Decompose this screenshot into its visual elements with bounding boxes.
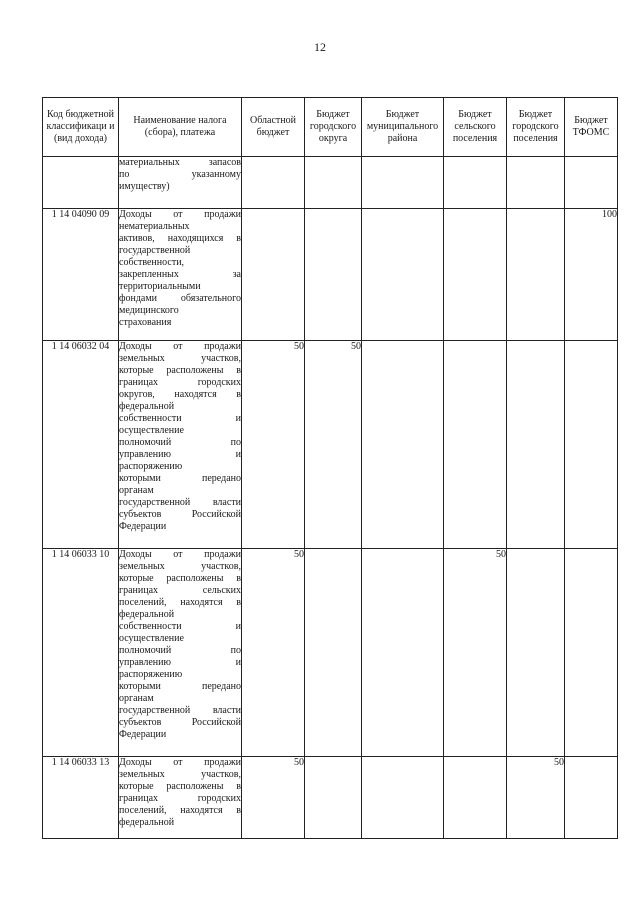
cell-urban-settlement-budget [507,157,565,209]
header-municipal-district-budget: Бюджет муниципального района [362,98,444,157]
row-name-line: полномочий по [119,437,241,448]
row-code: 1 14 06032 04 [43,341,119,549]
row-name [119,341,242,549]
row-name-line: поселений, находятся в [119,597,241,608]
table-row [43,549,618,757]
cell-tfoms-budget [565,157,618,209]
row-name-line: Доходы от продажи [119,209,241,220]
row-name-line: государственной [119,245,191,256]
row-name-line: закрепленных за [119,269,241,280]
row-name-line: государственной власти [119,705,241,716]
cell-municipal-district-budget [362,157,444,209]
row-name-line: Федерации [119,521,167,532]
row-name-line: Доходы от продажи [119,549,241,560]
row-name-line: страхования [119,317,172,328]
row-name-line: управлению и [119,657,241,668]
table-row [43,157,618,209]
row-name-line: медицинского [119,305,179,316]
row-name-line: материальных запасов [119,157,241,168]
row-name-line: федеральной [119,609,175,620]
cell-municipal-district-budget [362,209,444,341]
cell-urban-settlement-budget [507,209,565,341]
cell-rural-settlement-budget: 50 [444,549,507,757]
cell-city-district-budget [305,757,362,839]
cell-rural-settlement-budget [444,209,507,341]
cell-rural-settlement-budget [444,757,507,839]
table-row [43,209,618,341]
row-code [43,157,119,209]
row-code: 1 14 06033 10 [43,549,119,757]
cell-city-district-budget: 50 [305,341,362,549]
cell-city-district-budget [305,549,362,757]
table-body [43,157,618,839]
header-rural-settlement-budget: Бюджет сельского поселения [444,98,507,157]
row-name-line: фондами обязательного [119,293,241,304]
cell-regional-budget: 50 [242,341,305,549]
page-number: 12 [314,40,326,54]
row-name-line: нематериальных [119,221,190,232]
table-header-row [43,98,618,157]
row-name-line: земельных участков, [119,769,241,780]
row-name-line: которыми передано [119,681,241,692]
row-name-line: поселений, находятся в [119,805,241,816]
header-code: Код бюджетной классификаци и (вид дохода) [43,98,119,157]
row-name-line: субъектов Российской [119,717,241,728]
row-name [119,549,242,757]
row-name-line: активов, находящихся в [119,233,241,244]
budget-table [42,97,618,839]
row-name-line: федеральной [119,817,175,828]
row-name-line: которые расположены в [119,365,241,376]
row-name-line: федеральной [119,401,175,412]
row-name-line: которыми передано [119,473,241,484]
row-name-line: собственности, [119,257,185,268]
row-name-line: государственной власти [119,497,241,508]
cell-regional-budget [242,209,305,341]
row-name-line: земельных участков, [119,561,241,572]
table-row [43,341,618,549]
cell-municipal-district-budget [362,549,444,757]
row-name-line: органам [119,485,154,496]
row-name-line: субъектов Российской [119,509,241,520]
table-row [43,757,618,839]
cell-regional-budget [242,157,305,209]
row-name-line: Федерации [119,729,167,740]
header-urban-settlement-budget: Бюджет городского поселения [507,98,565,157]
row-name-line: Доходы от продажи [119,757,241,768]
cell-tfoms-budget [565,549,618,757]
row-name-line: которые расположены в [119,573,241,584]
header-name: Наименование налога (сбора), платежа [119,98,242,157]
row-name-line: которые расположены в [119,781,241,792]
row-name-line: осуществление [119,633,184,644]
row-name-line: земельных участков, [119,353,241,364]
cell-tfoms-budget: 100 [565,209,618,341]
cell-regional-budget: 50 [242,549,305,757]
row-name-line: границах городских [119,377,241,388]
cell-city-district-budget [305,209,362,341]
cell-rural-settlement-budget [444,341,507,549]
row-name-line: собственности и [119,413,241,424]
header-tfoms-budget: Бюджет ТФОМС [565,98,618,157]
row-code: 1 14 06033 13 [43,757,119,839]
row-code: 1 14 04090 09 [43,209,119,341]
cell-rural-settlement-budget [444,157,507,209]
row-name-line: границах городских [119,793,241,804]
cell-tfoms-budget [565,757,618,839]
cell-urban-settlement-budget: 50 [507,757,565,839]
row-name [119,209,242,341]
cell-municipal-district-budget [362,757,444,839]
cell-tfoms-budget [565,341,618,549]
row-name-line: территориальными [119,281,201,292]
row-name-line: собственности и [119,621,241,632]
cell-regional-budget: 50 [242,757,305,839]
row-name [119,757,242,839]
row-name-line: по указанному [119,169,241,180]
cell-city-district-budget [305,157,362,209]
row-name-line: управлению и [119,449,241,460]
row-name [119,157,242,209]
header-regional-budget: Областной бюджет [242,98,305,157]
row-name-line: осуществление [119,425,184,436]
row-name-line: Доходы от продажи [119,341,241,352]
header-city-district-budget: Бюджет городского округа [305,98,362,157]
row-name-line: распоряжению [119,669,183,680]
row-name-line: органам [119,693,154,704]
cell-urban-settlement-budget [507,549,565,757]
row-name-line: округов, находятся в [119,389,241,400]
cell-municipal-district-budget [362,341,444,549]
cell-urban-settlement-budget [507,341,565,549]
row-name-line: распоряжению [119,461,183,472]
row-name-line: имуществу) [119,181,170,192]
row-name-line: границах сельских [119,585,241,596]
row-name-line: полномочий по [119,645,241,656]
